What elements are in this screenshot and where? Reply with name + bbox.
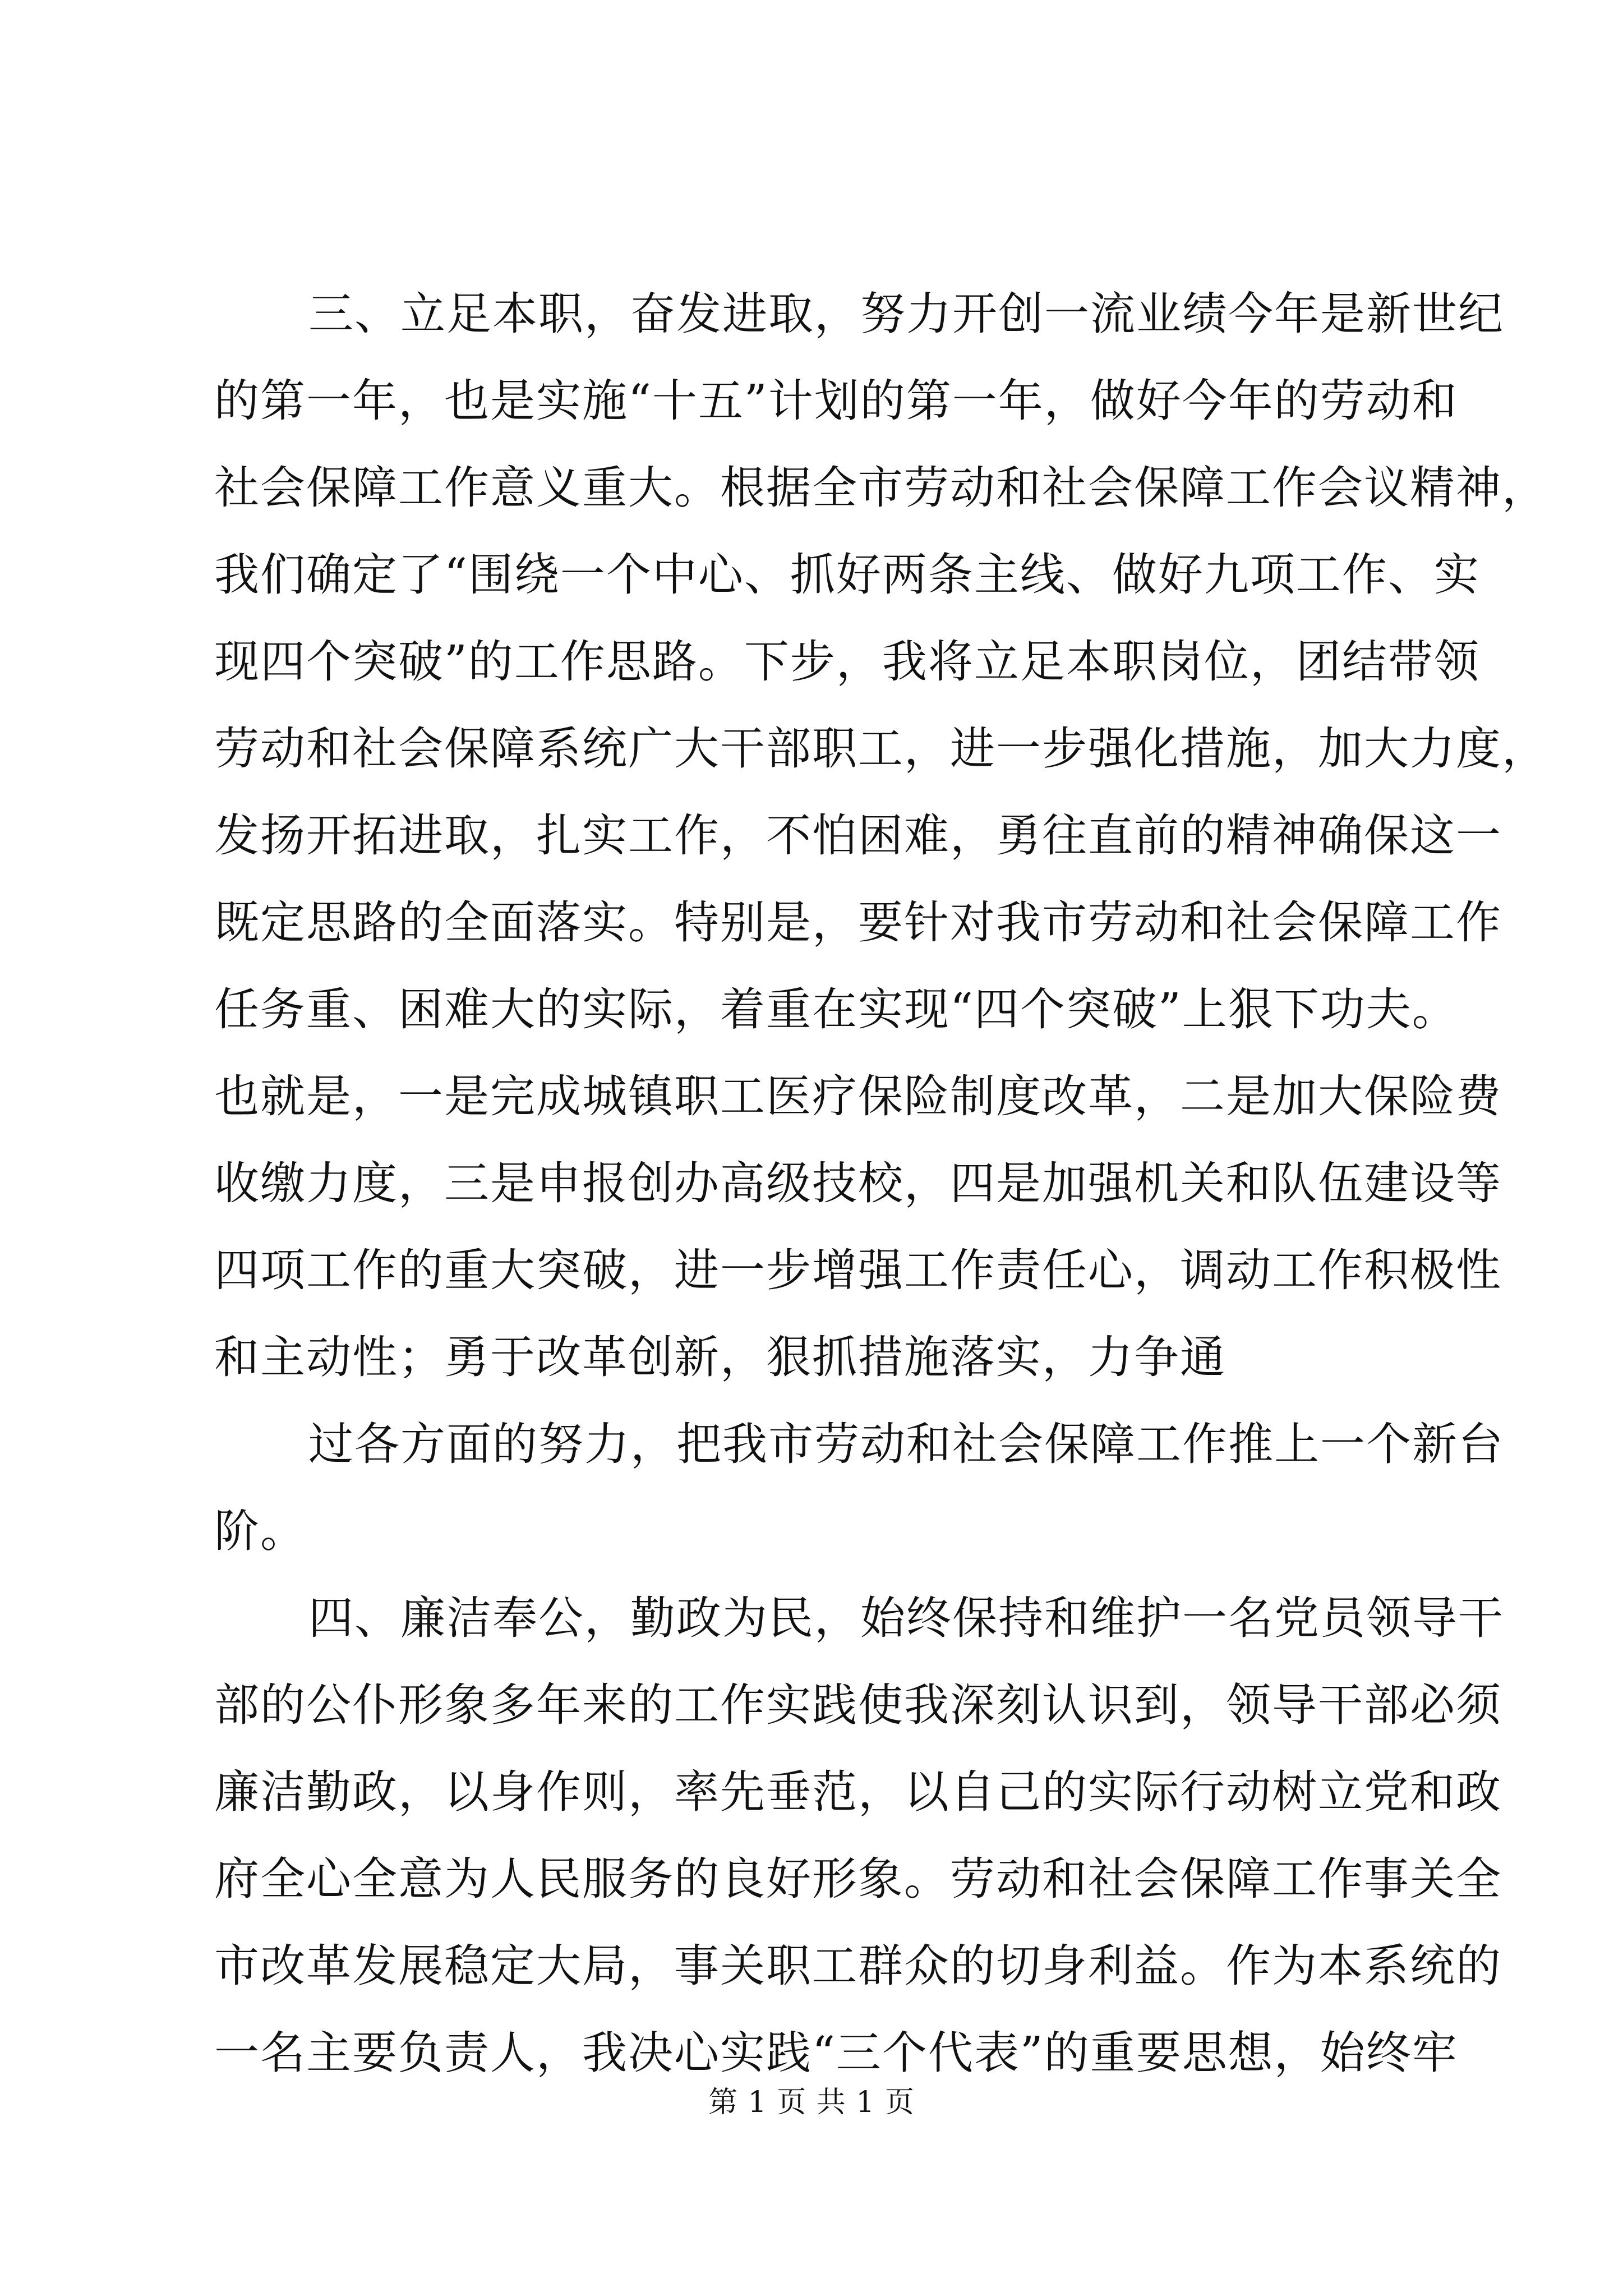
paragraph-line: 四、廉洁奉公，勤政为民，始终保持和维护一名党员领导干 <box>308 1592 1504 1644</box>
paragraph-line: 部的公仆形象多年来的工作实践使我深刻认识到，领导干部必须 <box>214 1679 1502 1731</box>
paragraph-line: 发扬开拓进取，扎实工作，不怕困难，勇往直前的精神确保这一 <box>214 809 1502 862</box>
paragraph-line: 的第一年，也是实施“十五”计划的第一年，做好今年的劳动和 <box>214 375 1458 427</box>
paragraph-line: 四项工作的重大突破，进一步增强工作责任心，调动工作积极性 <box>214 1244 1502 1296</box>
paragraph-line: 现四个突破”的工作思路。下步，我将立足本职岗位，团结带领 <box>214 636 1480 688</box>
paragraph-line: 府全心全意为人民服务的良好形象。劳动和社会保障工作事关全 <box>214 1853 1502 1905</box>
paragraph-line: 阶。 <box>214 1505 306 1557</box>
paragraph-line: 过各方面的努力，把我市劳动和社会保障工作推上一个新台 <box>308 1418 1504 1470</box>
paragraph-line: 收缴力度，三是申报创办高级技校，四是加强机关和队伍建设等 <box>214 1157 1502 1209</box>
paragraph-line: 三、立足本职，奋发进取，努力开创一流业绩今年是新世纪 <box>308 288 1504 340</box>
paragraph-line: 和主动性；勇于改革创新，狠抓措施落实，力争通 <box>214 1331 1226 1383</box>
paragraph-line: 既定思路的全面落实。特别是，要针对我市劳动和社会保障工作 <box>214 896 1502 949</box>
paragraph-line: 任务重、困难大的实际，着重在实现“四个突破”上狠下功夫。 <box>214 983 1458 1036</box>
paragraph-line: 社会保障工作意义重大。根据全市劳动和社会保障工作会议精神， <box>214 462 1548 514</box>
page-footer: 第 1 页 共 1 页 <box>708 2086 915 2119</box>
paragraph-line: 也就是，一是完成城镇职工医疗保险制度改革，二是加大保险费 <box>214 1070 1502 1122</box>
paragraph-line: 我们确定了“围绕一个中心、抓好两条主线、做好九项工作、实 <box>214 549 1480 601</box>
paragraph-line: 一名主要负责人，我决心实践“三个代表”的重要思想，始终牢 <box>214 2027 1458 2079</box>
paragraph-line: 劳动和社会保障系统广大干部职工，进一步强化措施，加大力度， <box>214 723 1548 775</box>
paragraph-line: 市改革发展稳定大局，事关职工群众的切身利益。作为本系统的 <box>214 1940 1502 1992</box>
document-body <box>214 270 1548 2096</box>
paragraph-line: 廉洁勤政，以身作则，率先垂范，以自己的实际行动树立党和政 <box>214 1766 1502 1818</box>
